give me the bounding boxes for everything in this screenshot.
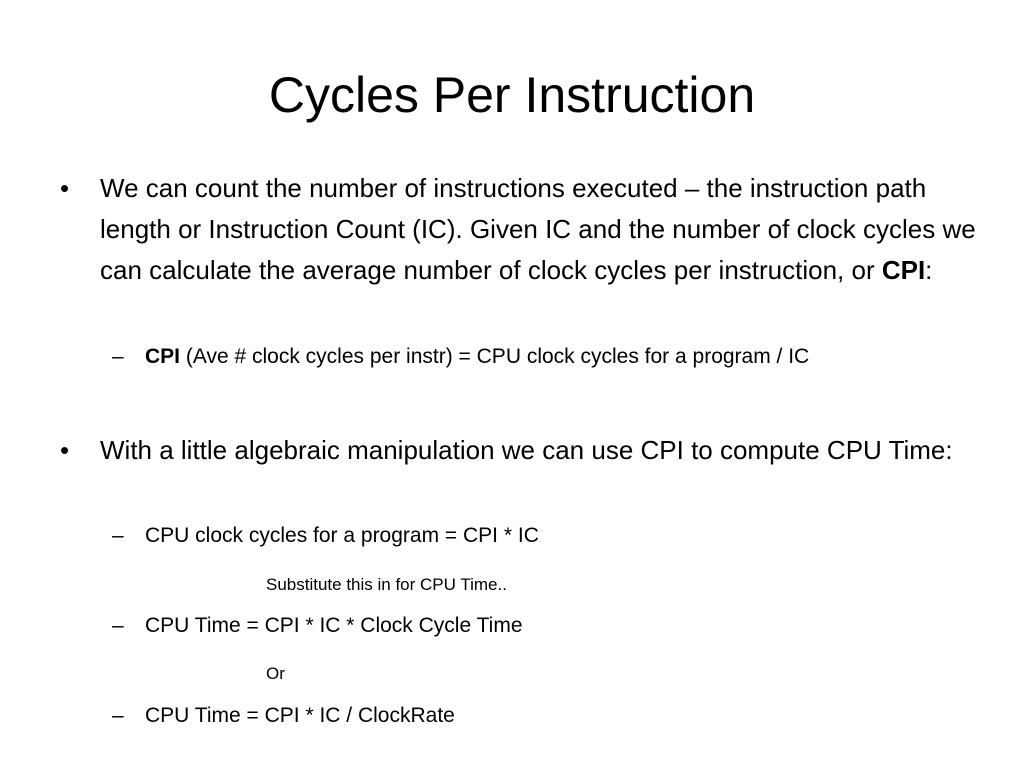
bullet-algebraic-manipulation	[60, 430, 980, 471]
sub-bullet-text: CPU clock cycles for a program = CPI * IC	[145, 524, 539, 547]
bullet-marker: •	[60, 435, 70, 465]
sub-bullet-text: (Ave # clock cycles per instr) = CPU clock cycles for a program / IC	[180, 345, 810, 368]
sub-bullet-cpi-definition	[112, 342, 1005, 372]
sub-bullet-cpu-time-rate	[112, 701, 1005, 731]
dash-marker: –	[112, 345, 124, 368]
bullet-marker: •	[60, 173, 70, 203]
slide-title: Cycles Per Instruction	[268, 67, 756, 123]
bullet-text: We can count the number of instructions executed – the instruction path length or Instruction Count (IC). Given IC and the number of clock cycles we can calculate the average number of clock cycles per instruction, or	[100, 173, 976, 285]
sub-bullet-clock-cycles	[112, 521, 1005, 551]
cpi-bold: CPI	[145, 345, 181, 368]
bullet-text-end: :	[925, 255, 933, 285]
dash-marker: –	[112, 704, 124, 727]
cpi-bold: CPI	[881, 255, 926, 285]
bullet-text: With a little algebraic manipulation we can use CPI to compute CPU Time:	[100, 435, 953, 465]
dash-marker: –	[112, 614, 124, 637]
sub-bullet-cpu-time-cycle	[112, 611, 1005, 641]
note-substitute: Substitute this in for CPU Time..	[266, 575, 507, 594]
sub-bullet-text: CPU Time = CPI * IC / ClockRate	[145, 704, 455, 727]
note-or: Or	[266, 664, 285, 683]
bullet-instruction-count	[60, 168, 980, 291]
sub-bullet-text: CPU Time = CPI * IC * Clock Cycle Time	[145, 614, 523, 637]
dash-marker: –	[112, 524, 124, 547]
